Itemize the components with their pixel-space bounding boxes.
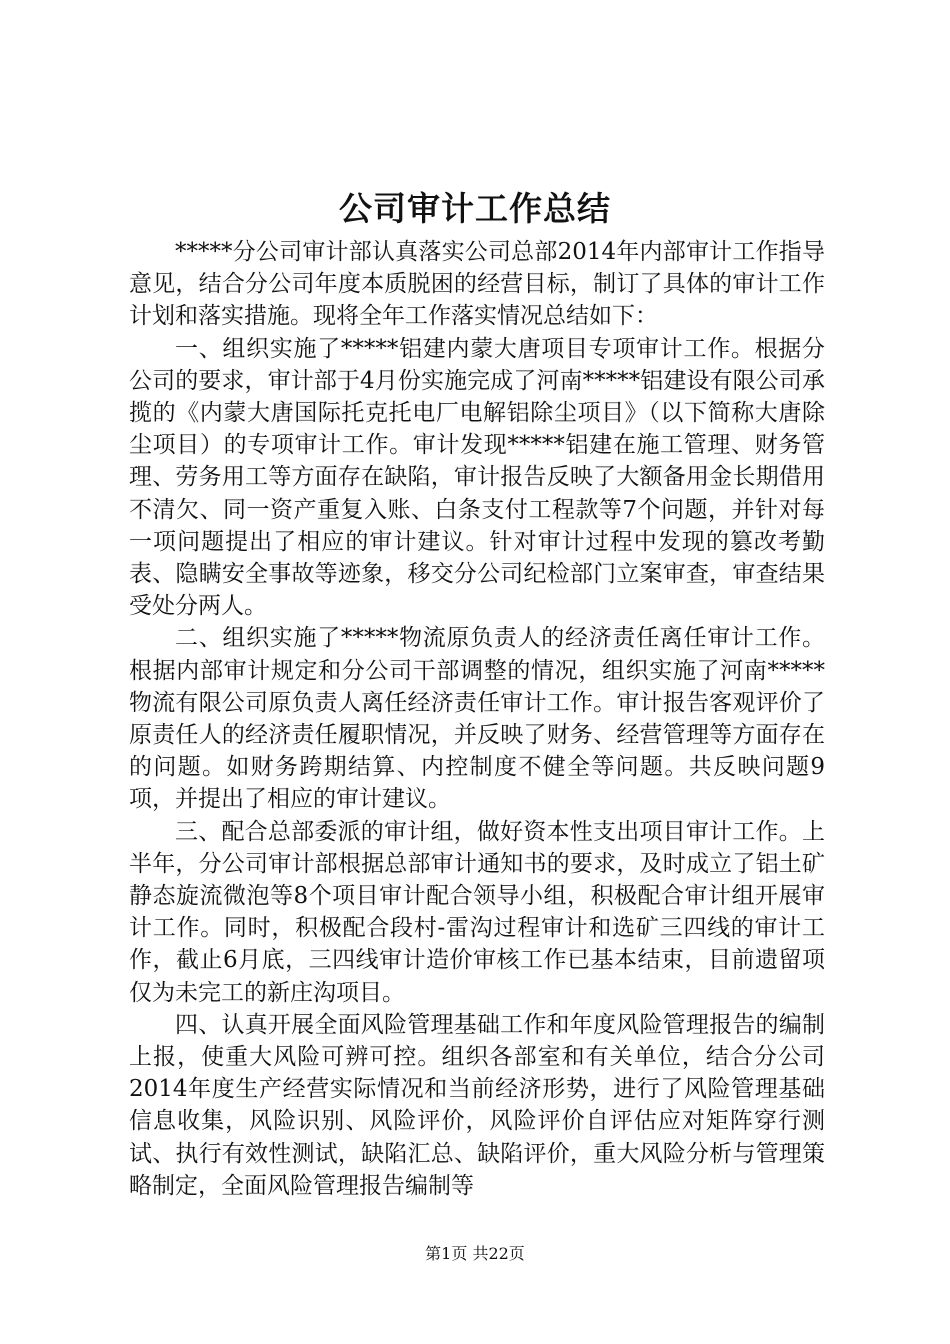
document-title: 公司审计工作总结 [339,189,611,228]
paragraph-section-3: 三、配合总部委派的审计组，做好资本性支出项目审计工作。上半年，分公司审计部根据总部审计通知书的要求，及时成立了铝土矿静态旋流微泡等8个项目审计配合领导小组，积极配合审计组开展审计工作。同时，积极配合段村-雷沟过程审计和选矿三四线的审计工作，截止6月底，三四线审计造价审核工作已基本结束，目前遗留项仅为未完工的新庄沟项目。 [129,818,825,1006]
paragraph-section-4: 四、认真开展全面风险管理基础工作和年度风险管理报告的编制上报，使重大风险可辨可控。组织各部室和有关单位，结合分公司2014年度生产经营实际情况和当前经济形势，进行了风险管理基础信息收集，风险识别、风险评价，风险评价自评估应对矩阵穿行测试、执行有效性测试，缺陷汇总、缺陷评价，重大风险分析与管理策略制定，全面风险管理报告编制等 [129,1011,825,1199]
document-body [129,236,825,1202]
paragraph-section-1: 一、组织实施了*****铝建内蒙大唐项目专项审计工作。根据分公司的要求，审计部于4月份实施完成了河南*****铝建设有限公司承揽的《内蒙大唐国际托克托电厂电解铝除尘项目》（以下简称大唐除尘项目）的专项审计工作。审计发现*****铝建在施工管理、财务管理、劳务用工等方面存在缺陷，审计报告反映了大额备用金长期借用不清欠、同一资产重复入账、白条支付工程款等7个问题，并针对每一项问题提出了相应的审计建议。针对审计过程中发现的篡改考勤表、隐瞒安全事故等迹象，移交分公司纪检部门立案审查，审查结果受处分两人。 [129,335,825,620]
paragraph-section-2: 二、组织实施了*****物流原负责人的经济责任离任审计工作。根据内部审计规定和分公司干部调整的情况，组织实施了河南*****物流有限公司原负责人离任经济责任审计工作。审计报告客观评价了原责任人的经济责任履职情况，并反映了财务、经营管理等方面存在的问题。如财务跨期结算、内控制度不健全等问题。共反映问题9项，并提出了相应的审计建议。 [129,625,825,813]
page-number-footer: 第1页 共22页 [425,1244,525,1263]
paragraph-intro: *****分公司审计部认真落实公司总部2014年内部审计工作指导意见，结合分公司年度本质脱困的经营目标，制订了具体的审计工作计划和落实措施。现将全年工作落实情况总结如下： [129,239,825,330]
